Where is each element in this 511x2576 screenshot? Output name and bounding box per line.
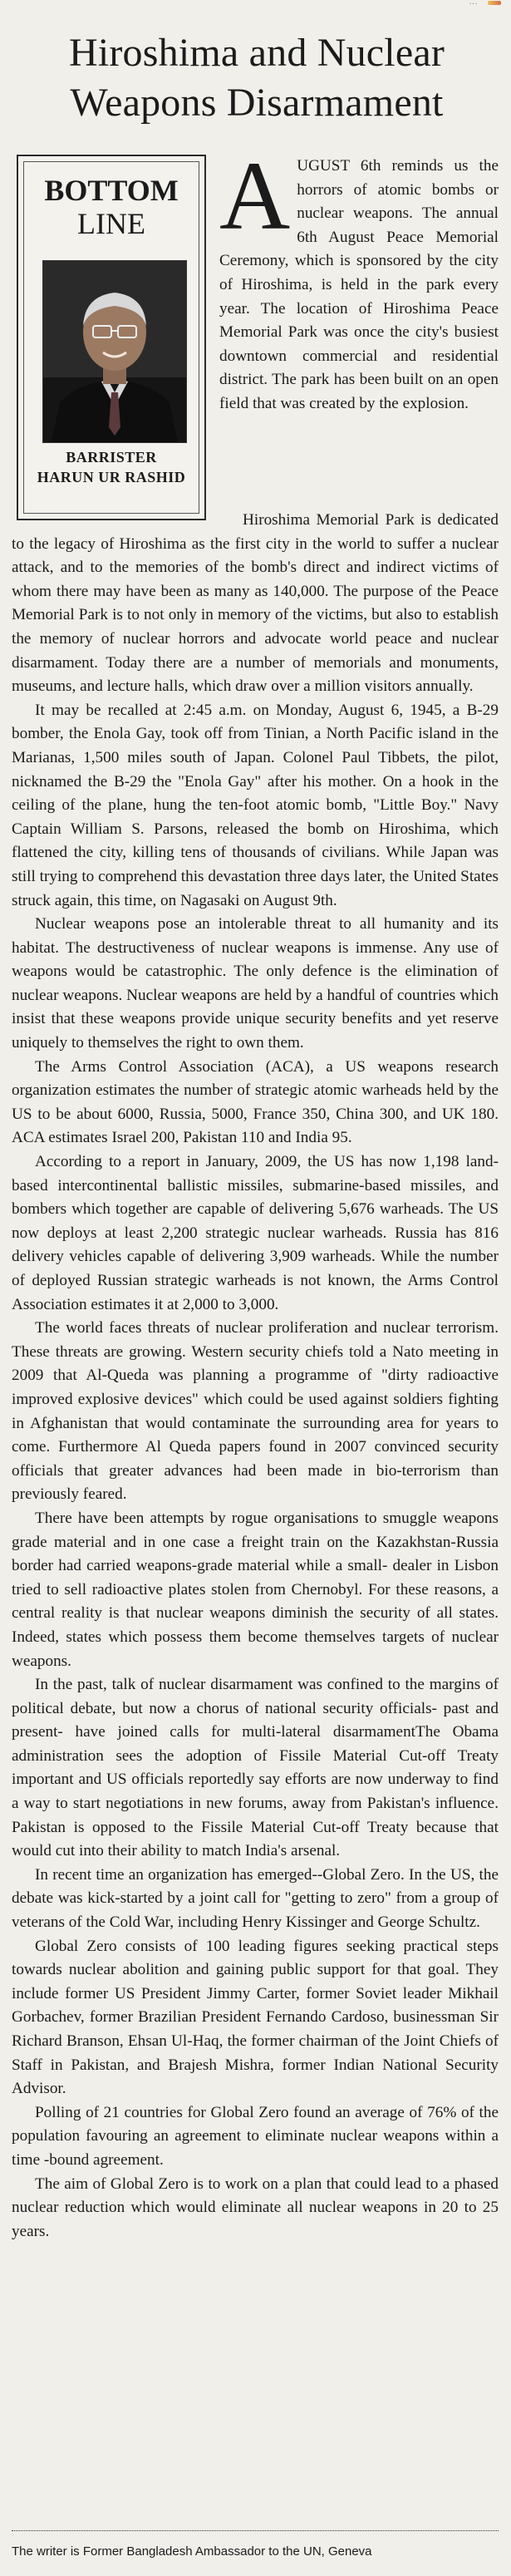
- footer-note: The writer is Former Bangladesh Ambassador to the UN, Geneva: [12, 2544, 372, 2559]
- author-photo: [42, 260, 187, 443]
- paragraph-1: [219, 141, 499, 416]
- color-mark-icon: [488, 1, 501, 5]
- paragraph-2: Hiroshima Memorial Park is dedicated to the legacy of Hiroshima as the first city in the world to suffer a nuclear attack, and to the memories of the bomb's direct and indirect victims of whom there may have been as many as 140,000. The purpose of the Peace Memorial Park is to not only in memory of the victims, but also to establish the memory of nuclear horrors and advocate world peace and nuclear disarmament. Today there are a number of memorials and monuments, museums, and lecture halls, which draw over a million visitors annually.: [12, 509, 499, 699]
- paragraph-5: The Arms Control Association (ACA), a US weapons research organization estimates the number of strategic atomic warheads held by the US to be about 6000, Russia, 5000, France 350, China 300, and UK 180. ACA estimates Israel 200, Pakistan 110 and India 95.: [12, 1057, 499, 1147]
- author-name: HARUN UR RASHID: [37, 469, 186, 485]
- paragraph-11: Global Zero consists of 100 leading figures seeking practical steps towards nuclear abolition and gaining public support for that goal. They include former US President Jimmy Carter, former Soviet leader Mikhail Gorbachev, former Brazilian President Fernando Cardoso, businessman Sir Richard Branson, Ehsan Ul-Haq, the former chairman of the Joint Chiefs of Staff in Pakistan, and Brajesh Mishra, former Indian National Security Advisor.: [12, 1937, 499, 2098]
- column-subtitle: LINE: [77, 207, 145, 240]
- paragraph-9: In the past, talk of nuclear disarmament was confined to the margins of political debate, but now a chorus of national security officials- past and present- have joined calls for multi-lateral disarmamentThe Obama administration sees the adoption of Fissile Material Cut-off Treaty important and US officials reportedly say efforts are now underway to find a way to start negotiations in new forums, away from Pakistan's influence. Pakistan is opposed to the Fissile Material Cut-off Treaty because that would cut into their ability to match India's arsenal.: [12, 1676, 499, 1860]
- paragraph-12: Polling of 21 countries for Global Zero found an average of 76% of the population favouring an agreement to eliminate nuclear weapons within a time -bound agreement.: [12, 2103, 499, 2169]
- headline: Hiroshima and Nuclear Weapons Disarmament: [68, 31, 445, 125]
- paragraph-10: In recent time an organization has emerged--Global Zero. In the US, the debate was kick-started by a joint call for "getting to zero" from a group of veterans of the Cold War, including Henry Kissinger and George Schultz.: [12, 1865, 499, 1932]
- author-portrait-icon: [43, 261, 186, 442]
- footer-divider: [12, 2530, 499, 2531]
- paragraph-3: It may be recalled at 2:45 a.m. on Monday, August 6, 1945, a B-29 bomber, the Enola Gay, took off from Tinian, a North Pacific island in the Marianas, 1,500 miles south of Japan. Colonel Paul Tibbets, the pilot, nicknamed the B-29 the "Enola Gay" after his mother. On a hook in the ceiling of the plane, hung the ten-foot atomic bomb, "Little Boy." Navy Captain William S. Parsons, released the bomb on Hiroshima, which flattened the city, killing tens of thousands of civilians. While Japan was still trying to comprehend this devastation three days later, the United States struck again, this time, on Nagasaki on August 9th.: [12, 701, 499, 909]
- float-spacer: [12, 509, 219, 532]
- article-body: [12, 509, 499, 2244]
- paragraph-4: Nuclear weapons pose an intolerable threat to all humanity and its habitat. The destructiveness of nuclear weapons is immense. Any use of weapons would be catastrophic. The only defence is the elimination of nuclear weapons. Nuclear weapons are held by a handful of countries which insist that these weapons provide unique security benefits and yet reserve uniquely to themselves the right to own them.: [12, 915, 499, 1052]
- author-title: BARRISTER: [66, 449, 157, 465]
- top-strip: [0, 0, 511, 8]
- paragraph-7: The world faces threats of nuclear proliferation and nuclear terrorism. These threats are growing. Western security chiefs told a Nato meeting in 2009 that Al-Queda was planning a programme of "dirty radioactive improved explosive devices" which could be used against soldiers fighting in Afghanistan that would contaminate the surrounding area for years to come. Furthermore Al Queda papers found in 2007 convinced security officials that greater advances had been made in bio-terrorism than previously feared.: [12, 1319, 499, 1504]
- bottom-line-box: [17, 155, 206, 520]
- column-title: BOTTOM: [44, 174, 179, 207]
- paragraph-13: The aim of Global Zero is to work on a plan that could lead to a phased nuclear reduction which would eliminate all nuclear weapons in 20 to 25 years.: [12, 2175, 499, 2240]
- intro-column: [219, 141, 499, 416]
- header-fragment: …: [469, 0, 478, 7]
- paragraph-6: According to a report in January, 2009, the US has now 1,198 land-based intercontinental ballistic missiles, submarine-based missiles, and bombers which together are capable of delivering 5,676 warheads. The US now deploys at least 2,200 strategic nuclear warheads. Russia has 816 delivery vehicles capable of delivering 3,909 warheads. While the number of deployed Russian strategic warheads is not known, the Arms Control Association estimates it at 2,000 to 3,000.: [12, 1153, 499, 1313]
- paragraph-8: There have been attempts by rogue organisations to smuggle weapons grade material and in one case a freight train on the Kazakhstan-Russia border had carried weapons-grade material while a small- dealer in Lisbon tried to sell radioactive plates stolen from Chernobyl. For these reasons, a central reality is that nuclear weapons diminish the security of all states. Indeed, states which possess them become themselves targets of nuclear weapons.: [12, 1509, 499, 1670]
- bottom-line-inner-frame: [23, 161, 199, 514]
- paragraph-1-text: UGUST 6th reminds us the horrors of atomic bombs or nuclear weapons. The annual 6th August Peace Memorial Ceremony, which is sponsored by the city of Hiroshima, is held in the park every year. The location of Hiroshima Peace Memorial Park was once the city's busiest downtown commercial and residential district. The park has been built on an open field that was created by the explosion.: [219, 157, 499, 412]
- drop-cap: A: [219, 141, 291, 250]
